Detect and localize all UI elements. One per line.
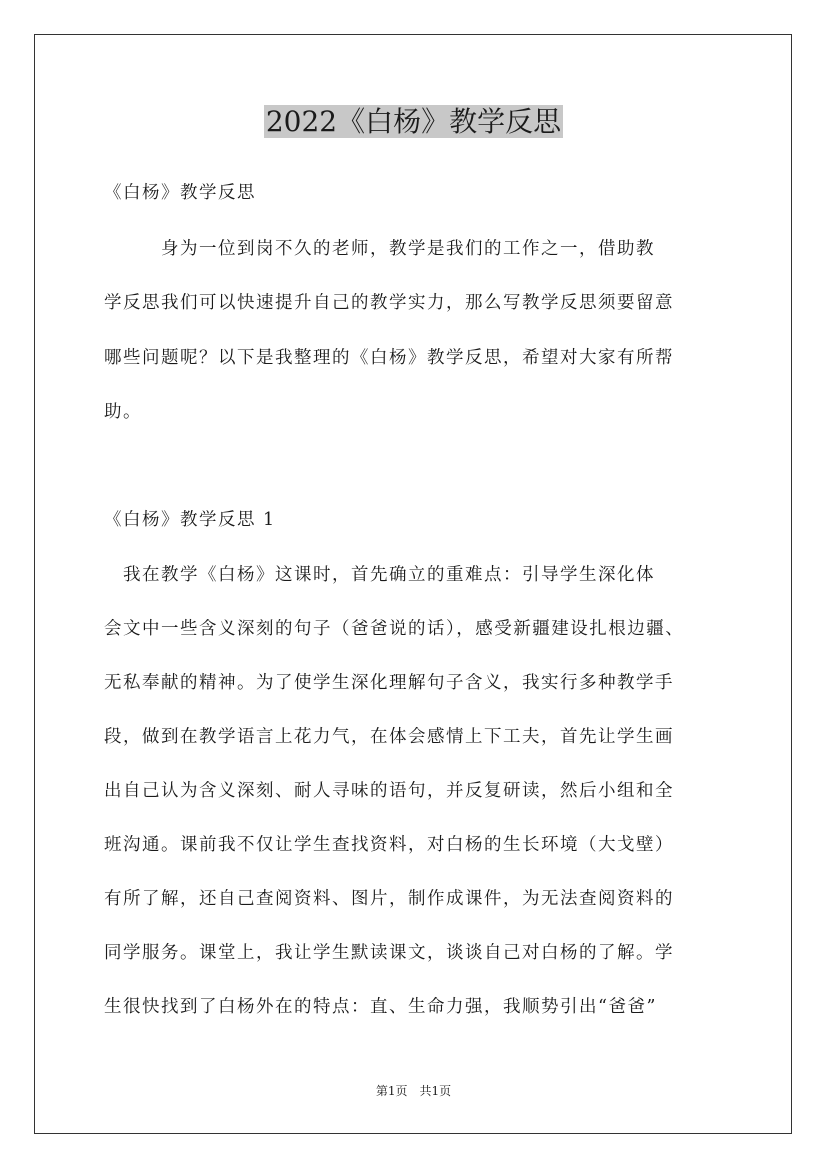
page-number-footer: 第1页 共1页 [375,1084,452,1098]
paragraph-line: 班沟通。课前我不仅让学生查找资料，对白杨的生长环境（大戈壁） [104,835,674,855]
paragraph-line: 段，做到在教学语言上花力气，在体会感情上下工夫，首先让学生画 [104,727,674,747]
paragraph-line: 我在教学《白杨》这课时，首先确立的重难点：引导学生深化体 [104,565,655,585]
paragraph-line: 出自己认为含义深刻、耐人寻味的语句，并反复研读，然后小组和全 [104,781,674,801]
paragraph-line: 哪些问题呢？以下是我整理的《白杨》教学反思，希望对大家有所帮 [104,348,674,368]
paragraph-line: 有所了解，还自己查阅资料、图片，制作成课件，为无法查阅资料的 [104,889,674,909]
paragraph-line: 学反思我们可以快速提升自己的教学实力，那么写教学反思须要留意 [104,293,674,313]
document-title [0,104,827,140]
paragraph-line: 身为一位到岗不久的老师，教学是我们的工作之一，借助教 [104,239,655,259]
paragraph-line: 同学服务。课堂上，我让学生默读课文，谈谈自己对白杨的了解。学 [104,943,674,963]
section-heading-1: 《白杨》教学反思 1 [104,510,276,530]
section-heading-intro: 《白杨》教学反思 [104,183,256,203]
paragraph-line: 无私奉献的精神。为了使学生深化理解句子含义，我实行多种教学手 [104,673,674,693]
document-title-text: 2022《白杨》教学反思 [265,105,562,138]
paragraph-line: 助。 [104,402,142,422]
paragraph-line: 会文中一些含义深刻的句子（爸爸说的话），感受新疆建设扎根边疆、 [104,619,685,639]
paragraph-line: 生很快找到了白杨外在的特点：直、生命力强，我顺势引出“爸爸” [104,997,657,1017]
